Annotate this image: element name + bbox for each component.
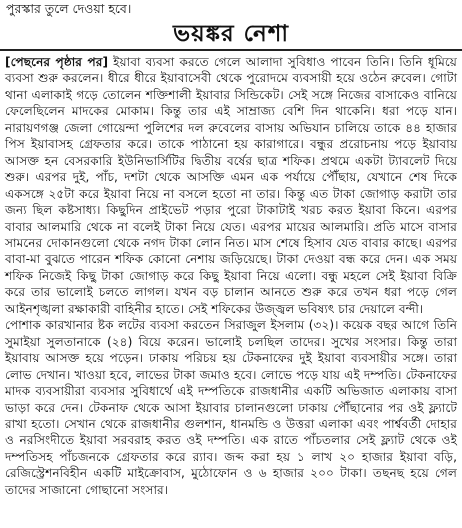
paragraph-1: [5, 54, 457, 317]
paragraph-1-text: ইয়াবা ব্যবসা করতে গেলে আলাদা সুবিধাও পাবেন তিনি। তিনি ধূমিয়ে ব্যবসা শুরু করলেন। ধীরে ধীরে ইয়াবাসেবী থেকে পুরোদমে ব্যবসায়ী হয়ে ওঠেন রুবেল। গোটা থানা এলাকাই গড়ে তোলেন শক্তিশালী ইয়াবার সিন্ডিকেট। সেই সঙ্গে নিজের বাসাকেও বানিয়ে ফেলেছিলেন মাদকের মোকাম। কিন্তু তার এই সাম্রাজ্য বেশি দিন থাকেনি। ধরা পড়ে যান। নারায়ণগঞ্জ জেলা গোয়েন্দা পুলিশের দল রুবেলের বাসায় অভিযান চালিয়ে তাকে ৪৪ হাজার পিস ইয়াবাসহ গ্রেফতার করে। তাকে পাঠানো হয় কারাগারে। বন্ধুর প্ররোচনায় পড়ে ইয়াবায় আসক্ত হন বেসরকারি ইউনিভার্সিটির দ্বিতীয় বর্ষের ছাত্র শফিক। প্রথমে একটা ট্যাবলেট দিয়ে শুরু। এরপর দুই, পাঁচ, দশটা থেকে আসক্তি এমন এক পর্যায়ে পৌঁছায়, যেখানে শেষ দিকে একসঙ্গে ২৫টা করে ইয়াবা নিয়ে না বসলে হতো না তার। কিন্তু এত টাকা জোগাড় করাটা তার জন্য ছিল কষ্টসাধ্য। কিছুদিন প্রাইভেট পড়ার পুরো টাকাটাই খরচ করত ইয়াবা কিনে। এরপর বাবার আলমারি থেকে না বলেই টাকা নিয়ে যেত। এরপর মায়ের আলমারি। প্রতি মাসে বাসার সামনের দোকানগুলো থেকে নগদ টাকা লোন নিত। মাস শেষে হিসাব যেত বাবার কাছে। এরপর বাবা-মা বুঝতে পারেন শফিক কোনো নেশায় জড়িয়েছে। টাকা দেওয়া বন্ধ করে দেন। এক সময় শফিক নিজেই কিছু টাকা জোগাড় করে কিছু ইয়াবা নিয়ে এলো। বন্ধু মহলে সেই ইয়াবা বিক্রি করে তার ভালোই চলতে লাগল। যখন বড় চালান আনতে শুরু করে তখন ধরা পড়ে গেল আইনশৃঙ্খলা রক্ষাকারী বাহিনীর হাতে। সেই শফিকের উজ্জ্বল ভবিষ্যৎ চার দেয়ালে বন্দী।: [5, 55, 457, 316]
paragraph-2: পোশাক কারখানার ষ্টক লটের ব্যবসা করতেন সিরাজুল ইসলাম (৩২)। কয়েক বছর আগে তিনি সুমাইয়া সুলতানাকে (২৪) বিয়ে করেন। ভালোই চলছিল তাদের। সুখের সংসার। কিন্তু তারা ইয়াবায় আসক্ত হয়ে পড়েন। ঢাকায় পরিচয় হয় টেকনাফের দুই ইয়াবা ব্যবসায়ীর সঙ্গে। তারা লোভ দেখান। খাওয়া হবে, লাভের টাকা জমাও হবে। লোভে পড়ে যায় এই দম্পতি। টেকনাফের মাদক ব্যবসায়ীরা ব্যবসার সুবিধার্থে এই দম্পতিকে রাজধানীর একটি অভিজাত এলাকায় বাসা ভাড়া করে দেন। টেকনাফ থেকে আসা ইয়াবার চালানগুলো ঢাকায় পৌঁছানোর পর ওই ফ্ল্যাটে রাখা হতো। সেখান থেকে রাজধানীর গুলশান, ধানমন্ডি ও উত্তরা এলাকা এবং পার্শ্ববর্তী দোহার ও নরসিংদীতে ইয়াবা সরবরাহ করত ওই দম্পতি। এক রাতে পাঁচতলার সেই ফ্ল্যাট থেকে ওই দম্পতিসহ পাঁচজনকে গ্রেফতার করে র‌্যাব। জব্দ করা হয় ১ লাখ ২০ হাজার ইয়াবা বড়ি, রেজিস্ট্রেশনবিহীন একটি মাইক্রোবাস, মুঠোফোন ও ৬ হাজার ২০০ টাকা। তছনছ হয়ে গেল তাদের সাজানো গোছানো সংসার।: [5, 318, 457, 497]
title-divider: [0, 49, 462, 51]
article-title: ভয়ঙ্কর নেশা: [172, 21, 290, 47]
continuation-marker: [পেছনের পৃষ্ঠার পর]: [5, 55, 109, 69]
title-block: [0, 20, 462, 48]
article-body: [5, 54, 457, 498]
top-line: পুরস্কার তুলে দেওয়া হবে।: [6, 1, 132, 16]
